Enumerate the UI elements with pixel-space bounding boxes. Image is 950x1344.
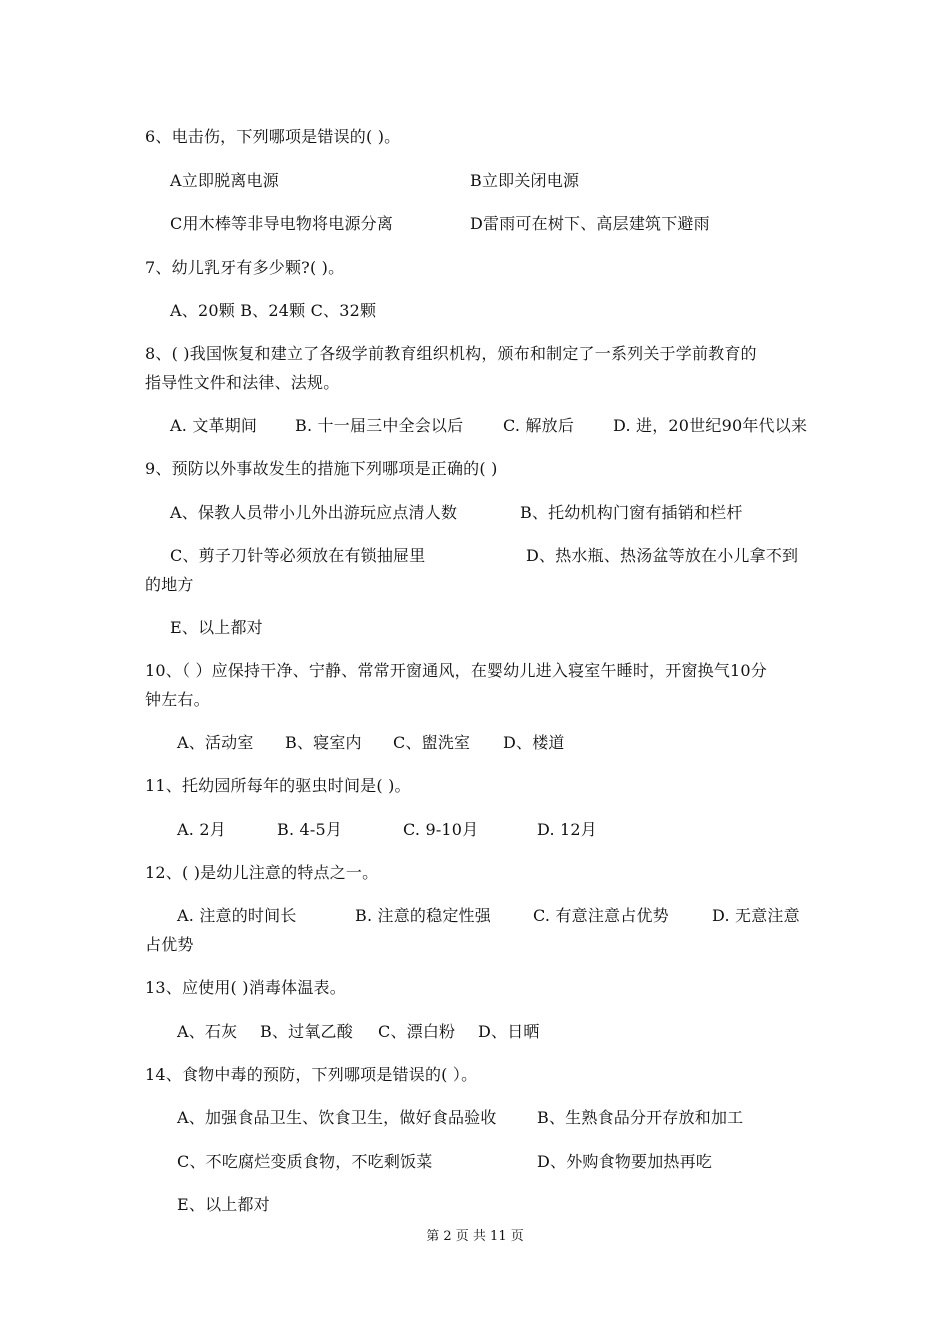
question-13-option-b: B、过氧乙酸 [260,1022,353,1041]
question-10-option-a: A、活动室 [177,733,254,752]
question-14-option-d: D、外购食物要加热再吃 [537,1152,713,1171]
question-11-option-b: B. 4-5月 [277,820,343,839]
question-13-stem: 13、应使用( )消毒体温表。 [145,978,346,997]
question-8-option-d: D. 进，20世纪90年代以来 [613,416,808,435]
question-9-option-e: E、以上都对 [170,618,263,637]
question-8-option-b: B. 十一届三中全会以后 [295,416,464,435]
question-14-option-a: A、加强食品卫生、饮食卫生，做好食品验收 [177,1108,497,1127]
question-14-option-c: C、不吃腐烂变质食物，不吃剩饭菜 [177,1152,433,1171]
question-12-option-b: B. 注意的稳定性强 [355,906,491,925]
question-12-stem: 12、( )是幼儿注意的特点之一。 [145,863,379,882]
question-10-stem-line1: 10、（ ）应保持干净、宁静、常常开窗通风，在婴幼儿进入寝室午睡时，开窗换气10分 [145,661,768,680]
question-13-option-c: C、漂白粉 [378,1022,456,1041]
question-7-stem: 7、幼儿乳牙有多少颗?( )。 [145,258,345,277]
question-8-option-c: C. 解放后 [503,416,575,435]
question-9-option-d-line1: D、热水瓶、热汤盆等放在小儿拿不到 [526,546,799,565]
question-8-option-a: A. 文革期间 [170,416,258,435]
question-12-option-d-line2: 占优势 [145,935,194,954]
question-12-option-a: A. 注意的时间长 [177,906,297,925]
question-12-option-d-line1: D. 无意注意 [712,906,800,925]
question-9-option-a: A、保教人员带小儿外出游玩应点清人数 [170,503,458,522]
question-10-option-c: C、盥洗室 [393,733,471,752]
question-11-option-c: C. 9-10月 [403,820,479,839]
question-9-option-c: C、剪子刀针等必须放在有锁抽屉里 [170,546,426,565]
question-10-option-d: D、楼道 [503,733,565,752]
question-8-stem-line1: 8、( )我国恢复和建立了各级学前教育组织机构，颁布和制定了一系列关于学前教育的 [145,344,757,363]
question-6-option-b: B立即关闭电源 [470,171,580,190]
question-13-option-d: D、日晒 [478,1022,540,1041]
question-12-option-c: C. 有意注意占优势 [533,906,669,925]
question-14-option-e: E、以上都对 [177,1195,270,1214]
question-10-stem-line2: 钟左右。 [145,690,210,709]
question-10-option-b: B、寝室内 [285,733,362,752]
page-number-footer: 第 2 页 共 11 页 [426,1229,524,1244]
question-11-option-d: D. 12月 [537,820,597,839]
question-13-option-a: A、石灰 [177,1022,238,1041]
question-11-stem: 11、托幼园所每年的驱虫时间是( )。 [145,776,411,795]
question-6-stem: 6、电击伤，下列哪项是错误的( )。 [145,127,401,146]
question-9-option-d-line2: 的地方 [145,575,194,594]
question-9-option-b: B、托幼机构门窗有插销和栏杆 [520,503,743,522]
question-14-stem: 14、食物中毒的预防，下列哪项是错误的( ）。 [145,1065,478,1084]
question-9-stem: 9、预防以外事故发生的措施下列哪项是正确的( ) [145,459,498,478]
question-8-stem-line2: 指导性文件和法律、法规。 [145,373,340,392]
question-6-option-c: C用木棒等非导电物将电源分离 [170,214,394,233]
question-11-option-a: A. 2月 [177,820,226,839]
question-7-options: A、20颗 B、24颗 C、32颗 [170,301,377,320]
question-6-option-d: D雷雨可在树下、高层建筑下避雨 [470,214,710,233]
question-6-option-a: A立即脱离电源 [170,171,279,190]
question-14-option-b: B、生熟食品分开存放和加工 [537,1108,744,1127]
